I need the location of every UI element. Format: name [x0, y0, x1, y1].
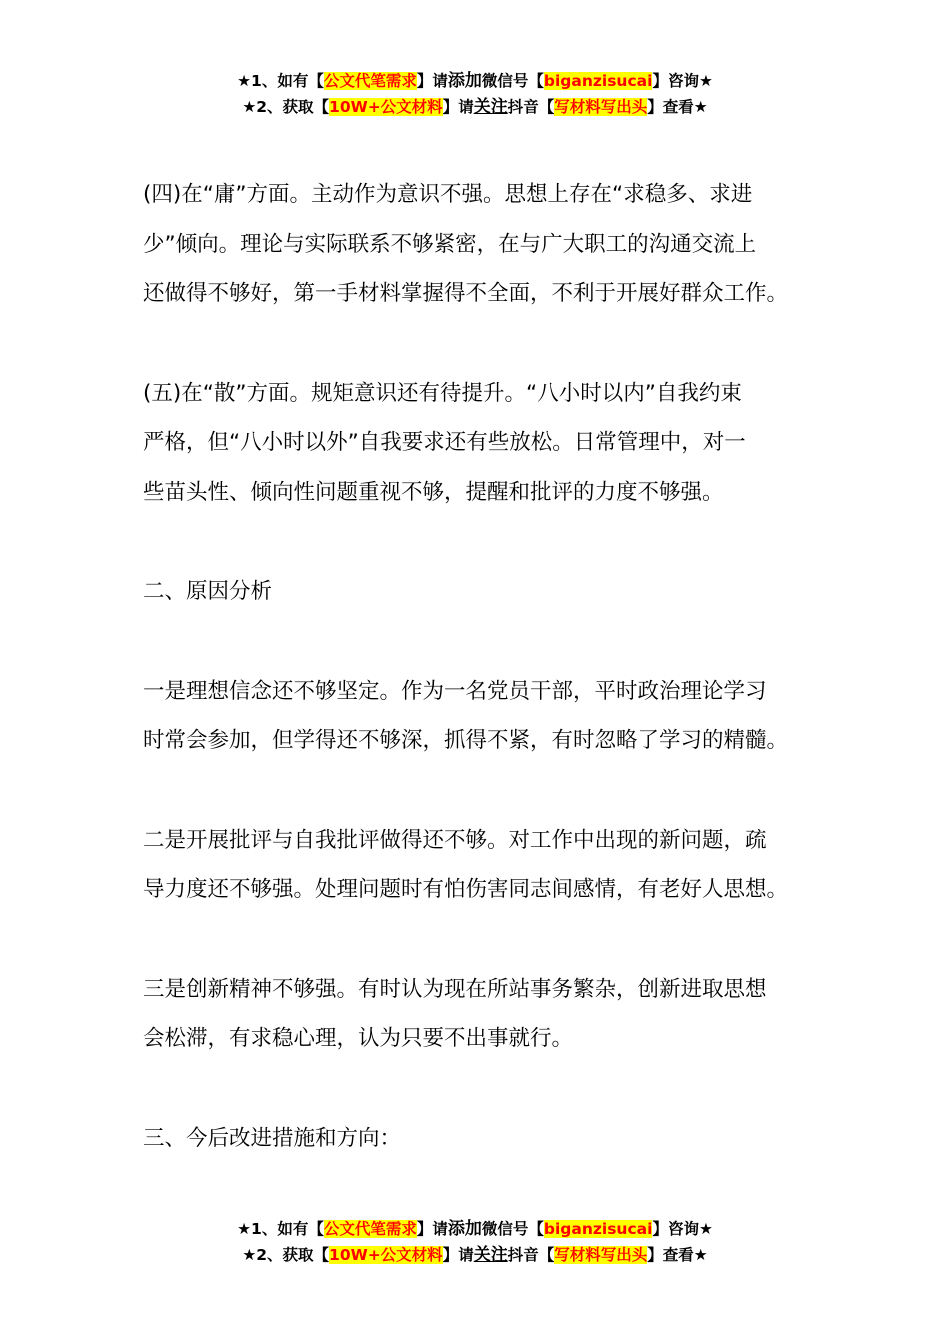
banner-text: 微信号【: [481, 72, 544, 90]
banner-emphasis: 添加: [447, 71, 482, 91]
banner-line-1: [0, 1216, 950, 1242]
banner-emphasis: 添加: [447, 1219, 482, 1239]
text-line: (四)在“庸”方面。主动作为意识不强。思想上存在“求稳多、求进: [143, 182, 753, 207]
banner-text: 】查看★: [647, 98, 708, 116]
text-line: 些苗头性、倾向性问题重视不够，提醒和批评的力度不够强。: [143, 479, 724, 505]
text-line: 时常会参加，但学得还不够深，抓得不紧，有时忽略了学习的精髓。: [143, 728, 789, 753]
banner-text: ★1、如有【: [237, 72, 324, 90]
text-line: 少”倾向。理论与实际联系不够紧密，在与广大职工的沟通交流上: [143, 231, 757, 257]
heading-line: 三、今后改进措施和方向：: [143, 1125, 402, 1151]
banner-text: 】查看★: [647, 1246, 708, 1264]
banner-douyin-name: 写材料写出头: [554, 1246, 648, 1264]
heading-line: 二、原因分析: [143, 579, 273, 604]
banner-line-1: [0, 68, 950, 94]
section-heading-improvement: [143, 1114, 813, 1164]
banner-highlight: 10W+公文材料: [329, 98, 443, 116]
banner-line-2: [0, 1242, 950, 1268]
banner-line-2: [0, 94, 950, 120]
header-banner: [0, 68, 950, 120]
banner-text: ★2、获取【: [242, 98, 330, 116]
banner-highlight: 10W+公文材料: [329, 1246, 443, 1264]
banner-highlight: 公文代笔需求: [323, 72, 417, 90]
text-line: 还做得不够好，第一手材料掌握得不全面，不利于开展好群众工作。: [143, 281, 789, 306]
banner-text: 】咨询★: [652, 1220, 713, 1238]
text-line: 会松滞，有求稳心理，认为只要不出事就行。: [143, 1026, 574, 1051]
text-line: 严格，但“八小时以外”自我要求还有些放松。日常管理中，对一: [143, 430, 746, 455]
banner-text: 】请: [442, 1246, 474, 1264]
text-line: 一是理想信念还不够坚定。作为一名党员干部，平时政治理论学习: [143, 678, 767, 704]
banner-highlight: 公文代笔需求: [323, 1220, 417, 1238]
banner-text: ★2、获取【: [242, 1246, 330, 1264]
banner-text: 】咨询★: [652, 72, 713, 90]
banner-wechat-id: biganzisucai: [543, 1220, 653, 1238]
banner-text: 】请: [416, 1220, 448, 1238]
banner-text: 抖音【: [507, 1246, 555, 1264]
banner-text: 】请: [416, 72, 448, 90]
banner-text: 抖音【: [507, 98, 555, 116]
text-line: 三是创新精神不够强。有时认为现在所站事务繁杂，创新进取思想: [143, 976, 767, 1002]
paragraph-cause-3: [143, 965, 813, 1064]
paragraph-cause-2: [143, 816, 813, 915]
paragraph-yong: [143, 170, 813, 319]
section-heading-cause-analysis: [143, 567, 813, 617]
paragraph-san: [143, 369, 813, 518]
document-body: [143, 170, 813, 1213]
text-line: 二是开展批评与自我批评做得还不够。对工作中出现的新问题，疏: [143, 827, 767, 853]
banner-emphasis: 关注: [473, 1245, 508, 1265]
banner-emphasis: 关注: [473, 97, 508, 117]
text-line: 导力度还不够强。处理问题时有怕伤害同志间感情，有老好人思想。: [143, 877, 789, 902]
paragraph-cause-1: [143, 667, 813, 766]
banner-wechat-id: biganzisucai: [543, 72, 653, 90]
banner-text: 微信号【: [481, 1220, 544, 1238]
text-line: (五)在“散”方面。规矩意识还有待提升。“八小时以内”自我约束: [143, 380, 742, 406]
banner-text: ★1、如有【: [237, 1220, 324, 1238]
banner-text: 】请: [442, 98, 474, 116]
footer-banner: [0, 1216, 950, 1268]
banner-douyin-name: 写材料写出头: [554, 98, 648, 116]
